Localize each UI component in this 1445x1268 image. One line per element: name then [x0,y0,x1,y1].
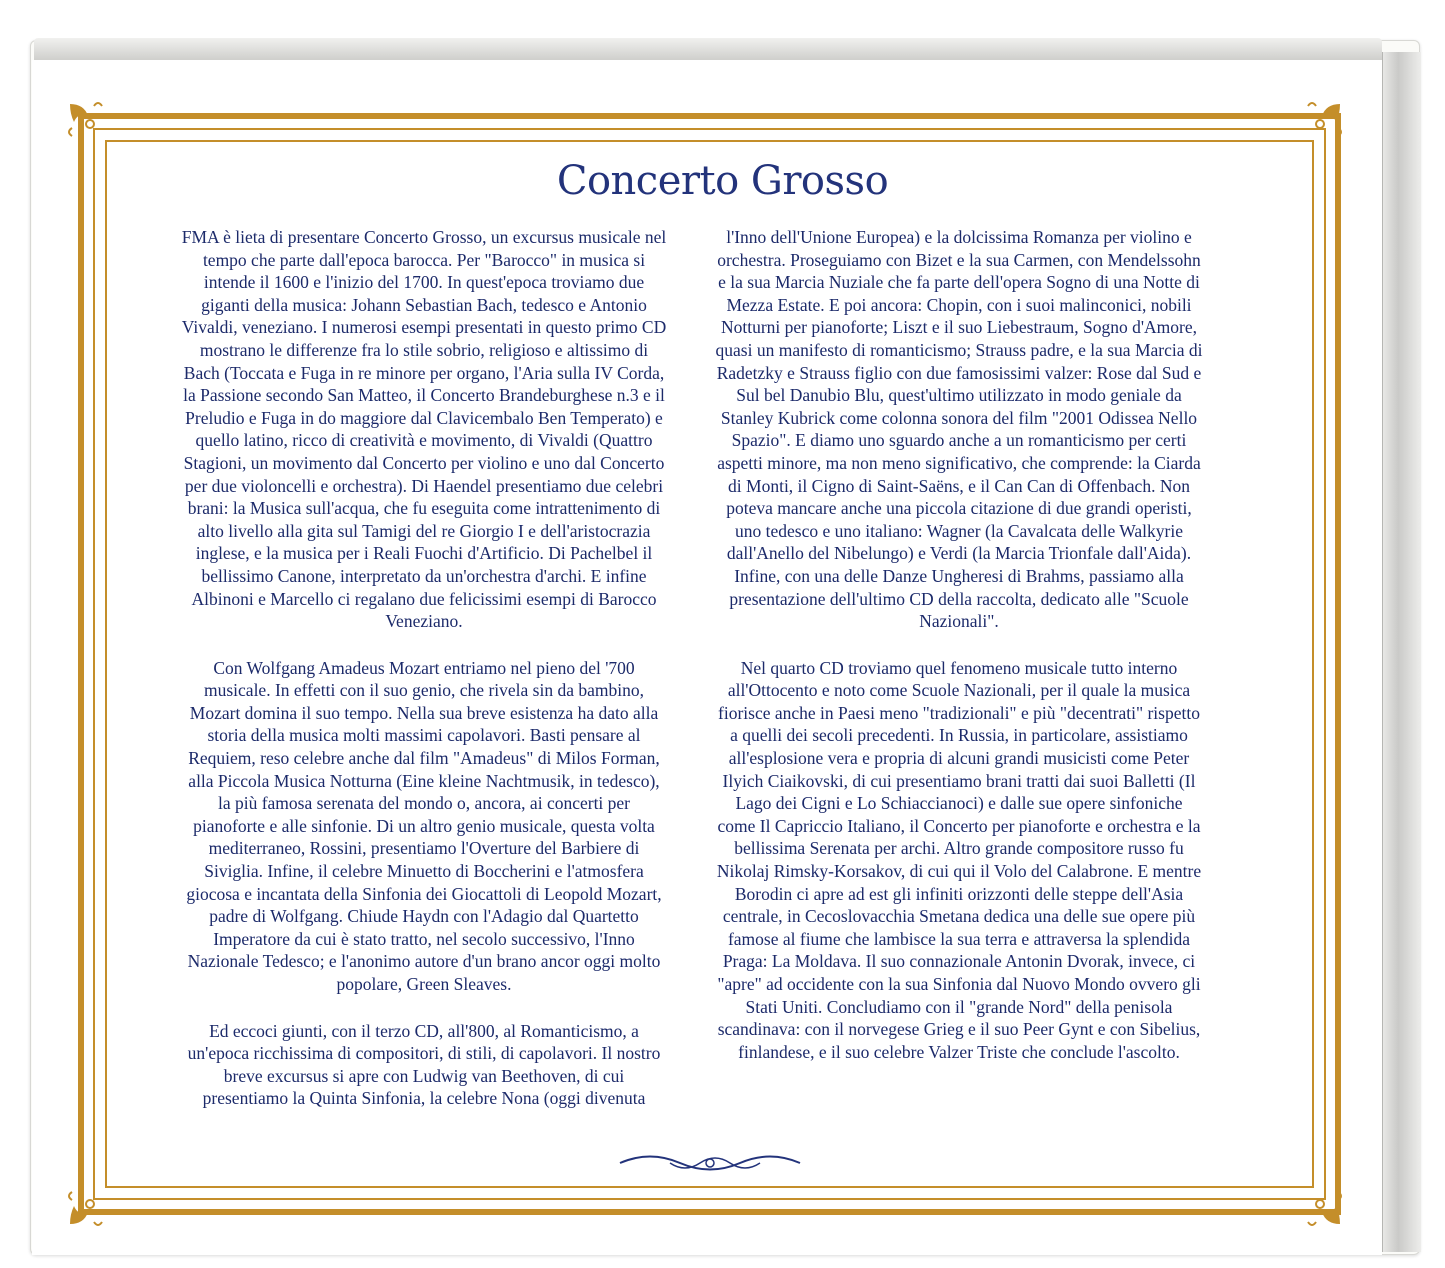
paragraph: FMA è lieta di presentare Concerto Grosso, un excursus musicale nel tempo che parte dall'epoca barocca. Per "Barocco" in musica si intende il 1600 e l'inizio del 1700. In quest'epoca troviamo due giganti della musica: Johann Sebastian Bach, tedesco e Antonio Vivaldi, veneziano. I numerosi esempi presentati in questo primo CD mostrano le differenze fra lo stile sobrio, religioso e altissimo di Bach (Toccata e Fuga in re minore per organo, l'Aria sulla IV Corda, la Passione secondo San Matteo, il Concerto Brandeburghese n.3 e il Preludio e Fuga in do maggiore dal Clavicembalo Ben Temperato) e quello latino, ricco di creatività e movimento, di Vivaldi (Quattro Stagioni, un movimento dal Concerto per violino e uno dal Concerto per due violoncelli e orchestra). Di Haendel presentiamo due celebri brani: la Musica sull'acqua, che fu eseguita come intrattenimento di alto livello alla gita sul Tamigi del re Giorgio I e dell'aristocrazia inglese, e la musica per i Reali Fuochi d'Artificio. Di Pachelbel il bellissimo Canone, interpretato da un'orchestra d'archi. E infine Albinoni e Marcello ci regalano due felicissimi esempi di Barocco Veneziano. [181,227,667,632]
paragraph: Nel quarto CD troviamo quel fenomeno musicale tutto interno all'Ottocento e noto come Scuole Nazionali, per il quale la musica fiorisce anche in Paesi meno "tradizionali" e più "decentrati" rispetto a quelli dei secoli precedenti. In Russia, in particolare, assistiamo all'esplosione vera e propria di alcuni grandi musicisti come Peter Ilyich Ciaikovski, di cui presentiamo brani tratti dai suoi Balletti (Il Lago dei Cigni e Lo Schiaccianoci) e dalle sue opere sinfoniche come Il Capriccio Italiano, il Concerto per pianoforte e orchestra e la bellissima Serenata per archi. Altro grande compositore russo fu Nikolaj Rimsky-Korsakov, di cui qui il Volo del Calabrone. E mentre Borodin ci apre ad est gli infiniti orizzonti delle steppe dell'Asia centrale, in Cecoslovacchia Smetana dedica una delle sue opere più famose al fiume che lambisce la sua terra e attraversa la splendida Praga: La Moldava. Il suo connazionale Antonin Dvorak, invece, ci "apre" ad occidente con la sua Sinfonia dal Nuovo Mondo ovvero gli Stati Uniti. Concludiamo con il "grande Nord" della penisola scandinava: con il norvegese Grieg e il suo Peer Gynt e con Sibelius, finlandese, e il suo celebre Valzer Triste che conclude l'ascolto. [716,657,1202,1062]
page-title: Concerto Grosso [556,158,889,204]
case-hinge-edge [1382,52,1421,1252]
corner-ornament-icon [1296,98,1346,148]
paragraph: l'Inno dell'Unione Europea) e la dolcissima Romanza per violino e orchestra. Proseguiamo con Bizet e la sua Carmen, con Mendelssohn e la sua Marcia Nuziale che fa parte dell'opera Sogno di una Notte di Mezza Estate. E poi ancora: Chopin, con i suoi malinconici, nobili Notturni per pianoforte; Liszt e il suo Liebestraum, Sogno d'Amore, quasi un manifesto di romanticismo; Strauss padre, e la sua Marcia di Radetzky e Strauss figlio con due famosissimi valzer: Rose dal Sud e Sul bel Danubio Blu, quest'ultimo utilizzato in modo geniale da Stanley Kubrick come colonna sonora del film "2001 Odissea Nello Spazio". E diamo uno sguardo anche a un romanticismo per certi aspetti minore, ma non meno significativo, che comprende: la Ciarda di Monti, il Cigno di Saint-Saëns, e il Can Can di Offenbach. Non poteva mancare anche una piccola citazione di due grandi operisti, uno tedesco e uno italiano: Wagner (la Cavalcata delle Walkyrie dall'Anello del Nibelungo) e Verdi (la Marcia Trionfale dall'Aida). Infine, con una delle Danze Ungheresi di Brahms, passiamo alla presentazione dell'ultimo CD della raccolta, dedicato alle "Scuole Nazionali". [715,227,1203,632]
flourish-ornament-icon [610,1148,810,1178]
case-top-edge [34,38,1382,61]
right-text-column [715,226,1203,1087]
paragraph: Ed eccoci giunti, con il terzo CD, all'800, al Romanticismo, a un'epoca ricchissima di compositori, di stili, di capolavori. Il nostro breve excursus si apre con Ludwig van Beethoven, di cui presentiamo la Quinta Sinfonia, la celebre Nona (oggi divenuta [187,1020,661,1109]
left-text-column [180,226,668,1134]
paragraph: Con Wolfgang Amadeus Mozart entriamo nel pieno del '700 musicale. In effetti con il suo genio, che rivela sin da bambino, Mozart domina il suo tempo. Nella sua breve esistenza ha dato alla storia della musica molti massimi capolavori. Basti pensare al Requiem, reso celebre anche dal film "Amadeus" di Milos Forman, alla Piccola Musica Notturna (Eine kleine Nachtmusik, in tedesco), la più famosa serenata del mondo o, ancora, ai concerti per pianoforte e alle sinfonie. Di un altro genio musicale, questa volta mediterraneo, Rossini, presentiamo l'Overture del Barbiere di Siviglia. Infine, il celebre Minuetto di Boccherini e l'atmosfera giocosa e incantata della Sinfonia dei Giocattoli di Leopold Mozart, padre di Wolfgang. Chiude Haydn con l'Adagio dal Quartetto Imperatore da cui è stato tratto, nel secolo successivo, l'Inno Nazionale Tedesco; e l'anonimo autore d'un brano ancor oggi molto popolare, Green Sleaves. [186,657,662,994]
corner-ornament-icon [1296,1180,1346,1230]
corner-ornament-icon [64,98,114,148]
corner-ornament-icon [64,1180,114,1230]
